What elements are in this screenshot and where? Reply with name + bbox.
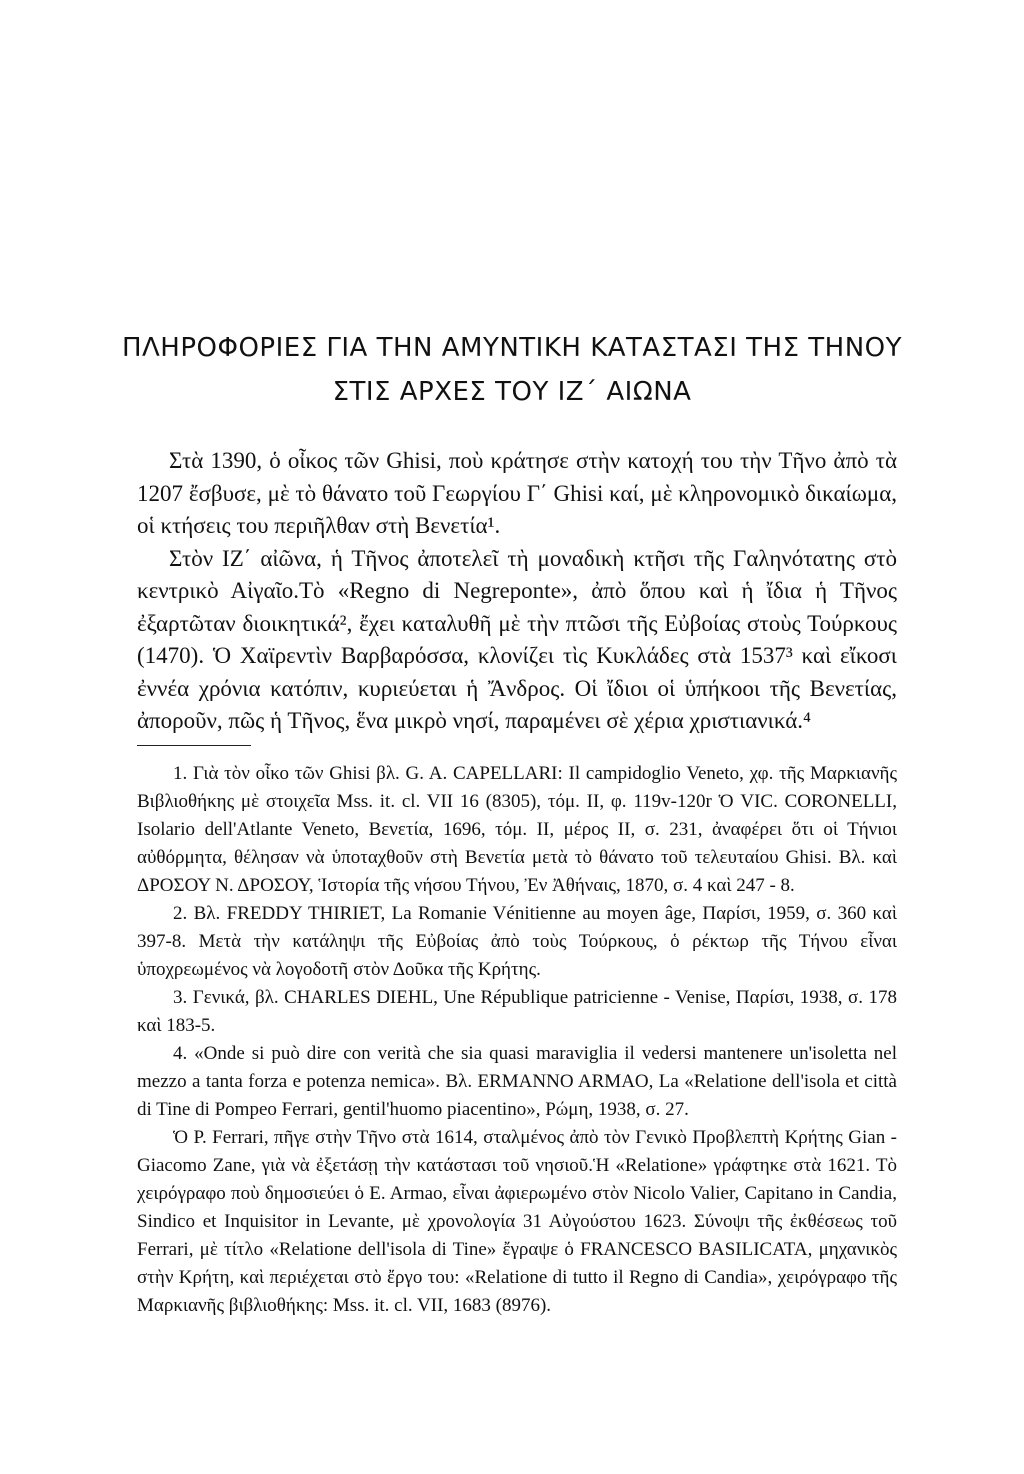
footnote-4-continuation: Ὁ P. Ferrari, πῆγε στὴν Τῆνο στὰ 1614, σταλμένος ἀπὸ τὸν Γενικὸ Προβλεπτὴ Κρήτης Gian - Giacomo Zane, γιὰ νὰ ἐξετάσῃ τὴν κατάστασι τοῦ νησιοῦ.Ἡ «Relatione» γράφτηκε στὰ 1621. Τὸ χειρόγραφο ποὺ δημοσιεύει ὁ E. Armao, εἶναι ἀφιερωμένο στὸν Nicolo Valier, Capitano in Candia, Sindico et Inquisitor in Levante, μὲ χρονολογία 31 Αὐγούστου 1623. Σύνοψι τῆς ἐκθέσεως τοῦ Ferrari, μὲ τίτλο «Relatione dell'isola di Tine» ἔγραψε ὁ FRANCESCO BASILICATA, μηχανικὸς στὴν Κρήτη, καὶ περιέχεται στὸ ἔργο του: «Relatione di tutto il Regno di Candia», χειρόγραφο τῆς Μαρκιανῆς βιβλιοθήκης: Mss. it. cl. VII, 1683 (8976). xyxy=(137,1127,897,1316)
page-title-line-2: ΣΤΙΣ ΑΡΧΕΣ ΤΟΥ ΙΖ΄ ΑΙΩΝΑ xyxy=(332,377,692,407)
footnotes xyxy=(137,760,897,1320)
page-title-line-1: ΠΛΗΡΟΦΟΡΙΕΣ ΓΙΑ ΤΗΝ ΑΜΥΝΤΙΚΗ ΚΑΤΑΣΤΑΣΙ ΤΗΣ ΤΗΝΟΥ xyxy=(121,333,903,363)
footnote-3: 3. Γενικά, βλ. CHARLES DIEHL, Une République patricienne - Venise, Παρίσι, 1938, σ. 178 καὶ 183-5. xyxy=(137,987,897,1036)
body-paragraph: Στὰ 1390, ὁ οἶκος τῶν Ghisi, ποὺ κράτησε στὴν κατοχή του τὴν Τῆνο ἀπὸ τὰ 1207 ἔσβυσε, μὲ τὸ θάνατο τοῦ Γεωργίου Γ΄ Ghisi καί, μὲ κληρονομικὸ δικαίωμα, οἱ κτήσεις του περιῆλθαν στὴ Βενετία¹. xyxy=(137,448,897,538)
footnote-2: 2. Βλ. FREDDY THIRIET, La Romanie Vénitienne au moyen âge, Παρίσι, 1959, σ. 360 καὶ 397-8. Μετὰ τὴν κατάληψι τῆς Εὐβοίας ἀπὸ τοὺς Τούρκους, ὁ ρέκτωρ τῆς Τήνου εἶναι ὑποχρεωμένος νὰ λογοδοτῆ στὸν Δοῦκα τῆς Κρήτης. xyxy=(137,903,897,980)
body-paragraph: Στὸν ΙΖ΄ αἰῶνα, ἡ Τῆνος ἀποτελεῖ τὴ μοναδικὴ κτῆσι τῆς Γαληνότατης στὸ κεντρικὸ Αἰγαῖο.Τὸ «Regno di Negreponte», ἀπὸ ὅπου καὶ ἡ ἴδια ἡ Τῆνος ἐξαρτῶταν διοικητικά², ἔχει καταλυθῆ μὲ τὴν πτῶσι τῆς Εὐβοίας στοὺς Τούρκους (1470). Ὁ Χαϊρεντὶν Βαρβαρόσσα, κλονίζει τὶς Κυκλάδες στὰ 1537³ καὶ εἴκοσι ἐννέα χρόνια κατόπιν, κυριεύεται ἡ Ἄνδρος. Οἱ ἴδιοι οἱ ὑπήκοοι τῆς Βενετίας, ἀποροῦν, πῶς ἡ Τῆνος, ἕνα μικρὸ νησί, παραμένει σὲ χέρια χριστιανικά.⁴ xyxy=(137,545,897,733)
footnote-4: 4. «Onde si può dire con verità che sia quasi maraviglia il vedersi mantenere un'isoletta nel mezzo a tanta forza e potenza nemica». Βλ. ERMANNO ARMAO, La «Relatione dell'isola et città di Tine di Pompeo Ferrari, gentil'huomo piacentino», Ρώμη, 1938, σ. 27. xyxy=(137,1043,897,1120)
footnote-1: 1. Γιὰ τὸν οἶκο τῶν Ghisi βλ. G. A. CAPELLARI: Il campidoglio Veneto, χφ. τῆς Μαρκιανῆς Βιβλιοθήκης μὲ στοιχεῖα Mss. it. cl. VII 16 (8305), τόμ. II, φ. 119v-120r Ὁ VIC. CORONELLI, Isolario dell'Atlante Veneto, Βενετία, 1696, τόμ. II, μέρος II, σ. 231, ἀναφέρει ὅτι οἱ Τήνιοι αὐθόρμητα, θέλησαν νὰ ὑποταχθοῦν στὴ Βενετία μετὰ τὸ θάνατο τοῦ τελευταίου Ghisi. Βλ. καὶ ΔΡΟΣΟΥ Ν. ΔΡΟΣΟΥ, Ἱστορία τῆς νήσου Τήνου, Ἐν Ἀθήναις, 1870, σ. 4 καὶ 247 - 8. xyxy=(137,763,897,896)
main-body-text xyxy=(137,445,897,738)
footnote-separator-rule xyxy=(137,745,251,746)
